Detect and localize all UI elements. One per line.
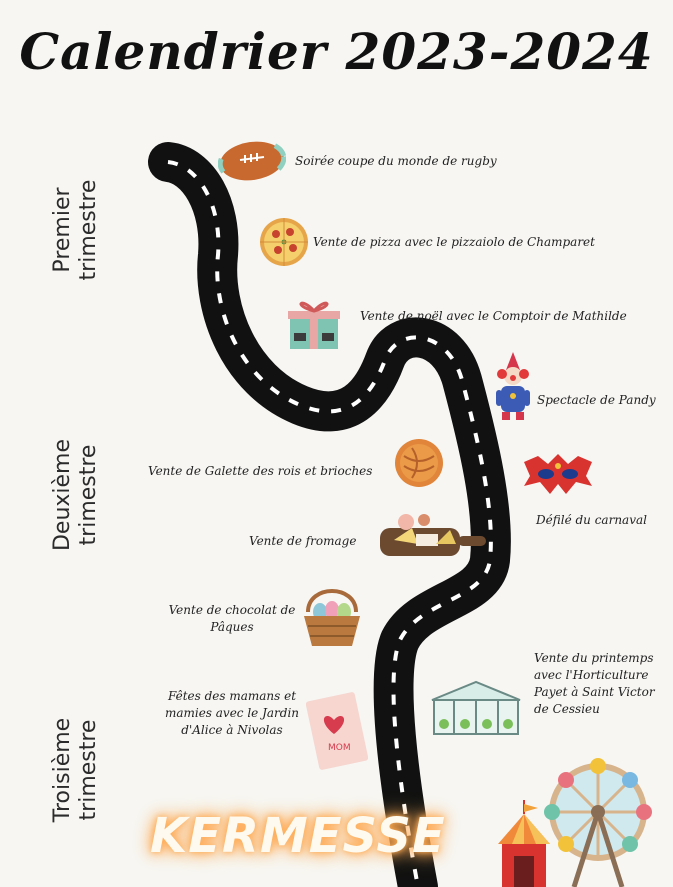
easter-basket-icon: [298, 580, 366, 650]
event-galette: Vente de Galette des rois et brioches: [148, 464, 373, 478]
event-spectacle: Spectacle de Pandy: [537, 393, 656, 407]
event-noel: Vente de noël avec le Comptoir de Mathilde: [360, 309, 627, 323]
kermesse-banner: KERMESSE: [150, 808, 446, 864]
event-fromage: Vente de fromage: [249, 534, 357, 548]
term-label-second: Deuxième trimestre: [50, 438, 101, 552]
event-mamans: Fêtes des mamans et mamies avec le Jardin d'Alice à Nivolas: [164, 689, 300, 737]
mothers-day-card-icon: [306, 690, 368, 770]
event-rugby: Soirée coupe du monde de rugby: [295, 154, 497, 168]
event-chocolat: Vente de chocolat de Pâques: [168, 603, 296, 634]
clown-icon: [488, 350, 538, 422]
event-printemps: Vente du printemps avec l'Horticulture Payet à Saint Victor de Cessieu: [534, 651, 655, 716]
term-label-first: Premier trimestre: [50, 179, 101, 281]
term-label-third: Troisième trimestre: [50, 717, 101, 823]
greenhouse-icon: [428, 678, 524, 738]
carnival-mask-icon: [518, 452, 598, 500]
ferris-wheel-icon: [538, 756, 658, 887]
carousel-tent-icon: [494, 800, 554, 887]
page-title: Calendrier 2023-2024: [19, 22, 654, 81]
event-carnaval: Défilé du carnaval: [536, 513, 647, 527]
event-pizza: Vente de pizza avec le pizzaiolo de Champaret: [313, 235, 595, 249]
cheese-board-icon: [376, 510, 488, 560]
card-mom-text: MOM: [328, 743, 351, 753]
pizza-icon: [258, 216, 310, 268]
rugby-ball-icon: [218, 138, 286, 184]
galette-icon: [392, 436, 446, 490]
gift-box-icon: [284, 295, 344, 353]
